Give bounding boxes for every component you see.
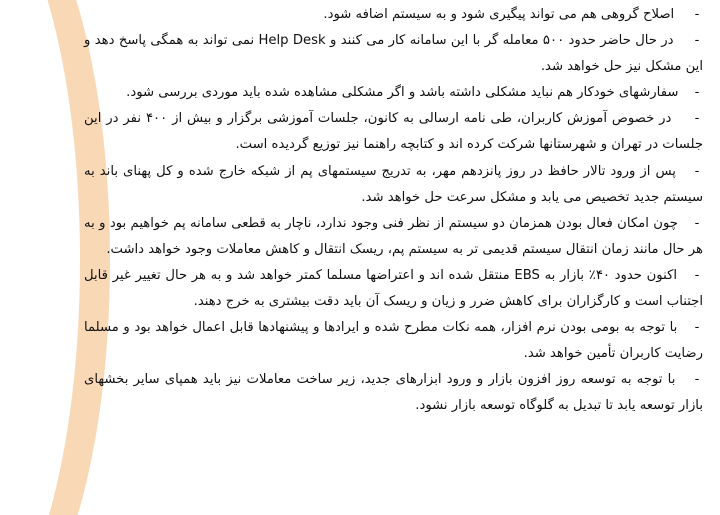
- bullet-paragraph: [84, 106, 703, 158]
- paragraph-text: اکنون حدود ۴۰٪ بازار به EBS منتقل شده اند و اعتراضها مسلما کمتر خواهد شد و به هر حال تغییر غیر قابل اجتناب است و کارگزاران برای کاهش ضرر و زیان و ریسک آن باید دقت بیشتری به خرج دهند.: [84, 267, 703, 310]
- paragraph-text: اصلاح گروهی هم می تواند پیگیری شود و به سیستم اضافه شود.: [323, 7, 675, 22]
- bullet-paragraph: [84, 315, 703, 367]
- bullet-paragraph: [84, 2, 703, 28]
- bullet-dash: -: [694, 33, 700, 49]
- bullet-dash: -: [694, 163, 700, 179]
- bullet-dash: -: [694, 111, 700, 127]
- bullet-dash: -: [694, 372, 700, 388]
- paragraph-text: در خصوص آموزش کاربران، طی نامه ارسالی به کانون، جلسات آموزشی برگزار و بیش از ۴۰۰ نفر در این جلسات در تهران و شهرستانها شرکت کرده اند و کتابچه راهنما نیز توزیع گردیده است.: [84, 111, 703, 153]
- bullet-dash: -: [694, 85, 700, 101]
- document-body: [84, 2, 703, 420]
- bullet-paragraph: [84, 28, 703, 80]
- bullet-dash: -: [694, 215, 700, 231]
- paragraph-text: سفارشهای خودکار هم نباید مشکلی داشته باشد و اگر مشکلی مشاهده شده باید موردی بررسی شود.: [126, 85, 679, 101]
- bullet-paragraph: [84, 367, 703, 419]
- paragraph-text: با توجه به بومی بودن نرم افزار، همه نکات مطرح شده و ایرادها و پیشنهادها قابل اعمال خواهد بود و مسلما رضایت کاربران تأمین خواهد شد.: [84, 320, 703, 362]
- bullet-paragraph: [84, 211, 703, 263]
- bullet-dash: -: [694, 267, 700, 283]
- bullet-dash: -: [694, 7, 700, 22]
- bullet-paragraph: [84, 263, 703, 315]
- bullet-paragraph: [84, 159, 703, 211]
- paragraph-text: پس از ورود تالار حافظ در روز پانزدهم مهر، به تدریج سیستمهای پم از شبکه خارج شده و کل پهنای باند به سیستم جدید تخصیص می یابد و مشکل سرعت حل خواهد شد.: [84, 163, 703, 205]
- paragraph-text: با توجه به توسعه روز افزون بازار و ورود ابزارهای جدید، زیر ساخت معاملات نیز باید همپای سایر بخشهای بازار توسعه یابد تا تبدیل به گلوگاه توسعه بازار نشود.: [84, 372, 703, 414]
- bullet-paragraph: [84, 80, 703, 106]
- paragraph-text: چون امکان فعال بودن همزمان دو سیستم از نظر فنی وجود ندارد، ناچار به قطعی سامانه پم خواهیم بود و به هر حال مانند زمان انتقال سیستم قدیمی تر به سیستم پم، ریسک انتقال و کاهش معاملات وجود خواهد داشت.: [84, 215, 703, 257]
- bullet-dash: -: [694, 320, 700, 336]
- paragraph-text: در حال حاضر حدود ۵۰۰ معامله گر با این سامانه کار می کنند و Help Desk نمی تواند به همگی پاسخ دهد و این مشکل نیز حل خواهد شد.: [84, 33, 703, 75]
